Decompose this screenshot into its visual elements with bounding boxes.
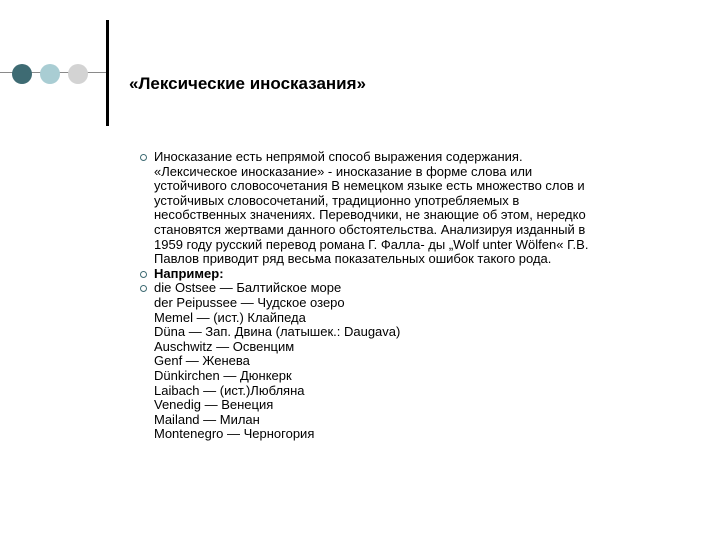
example-line: Memel — (ист.) Клайпеда [154, 309, 306, 325]
example-line: Dünkirchen — Дюнкерк [154, 367, 292, 383]
decorative-header [0, 0, 110, 130]
bullet-item-definition [140, 150, 680, 267]
example-line: Laibach — (ист.)Любляна [154, 382, 305, 398]
title-vertical-divider [106, 20, 109, 126]
text-line: несобственных значениях. Переводчики, не знающие об этом, нередко [154, 207, 586, 223]
ring-bullet-icon [140, 285, 147, 292]
example-line: Montenegro — Черногория [154, 426, 315, 442]
text-line: «Лексическое иносказание» - иносказание в форме слова или [154, 163, 533, 179]
text-line: устойчивого словосочетания В немецком языке есть множество слов и [154, 178, 585, 194]
example-line: Auschwitz — Освенцим [154, 338, 295, 354]
text-line: становятся жертвами данного обстоятельства. Анализируя изданный в [154, 221, 586, 237]
text-line: 1959 году русский перевод романа Г. Фалла- ды „Wolf unter Wölfen« Г.В. [154, 236, 589, 252]
text-line: Иносказание есть непрямой способ выражения содержания. [154, 149, 523, 164]
ring-bullet-icon [140, 271, 147, 278]
text-line: устойчивых словосочетаний, традиционно употребляемых в [154, 192, 520, 208]
slide-content [140, 150, 680, 442]
example-line: Venedig — Венеция [154, 397, 274, 413]
bullet-item-example-heading [140, 267, 680, 282]
example-line: der Peipussee — Чудское озеро [154, 294, 345, 310]
example-heading: Например: [154, 265, 224, 281]
slide-title: «Лексические иносказания» [129, 74, 366, 93]
ring-bullet-icon [140, 154, 147, 161]
example-line: Genf — Женева [154, 353, 250, 369]
light-teal-circle-icon [40, 64, 60, 84]
bullet-item-examples [140, 281, 680, 442]
example-line: Mailand — Милан [154, 411, 260, 427]
dark-teal-circle-icon [12, 64, 32, 84]
gray-circle-icon [68, 64, 88, 84]
example-line: Düna — Зап. Двина (латышек.: Daugava) [154, 324, 401, 340]
example-line: die Ostsee — Балтийское море [154, 280, 342, 296]
text-line: Павлов приводит ряд весьма показательных ошибок такого рода. [154, 251, 552, 267]
